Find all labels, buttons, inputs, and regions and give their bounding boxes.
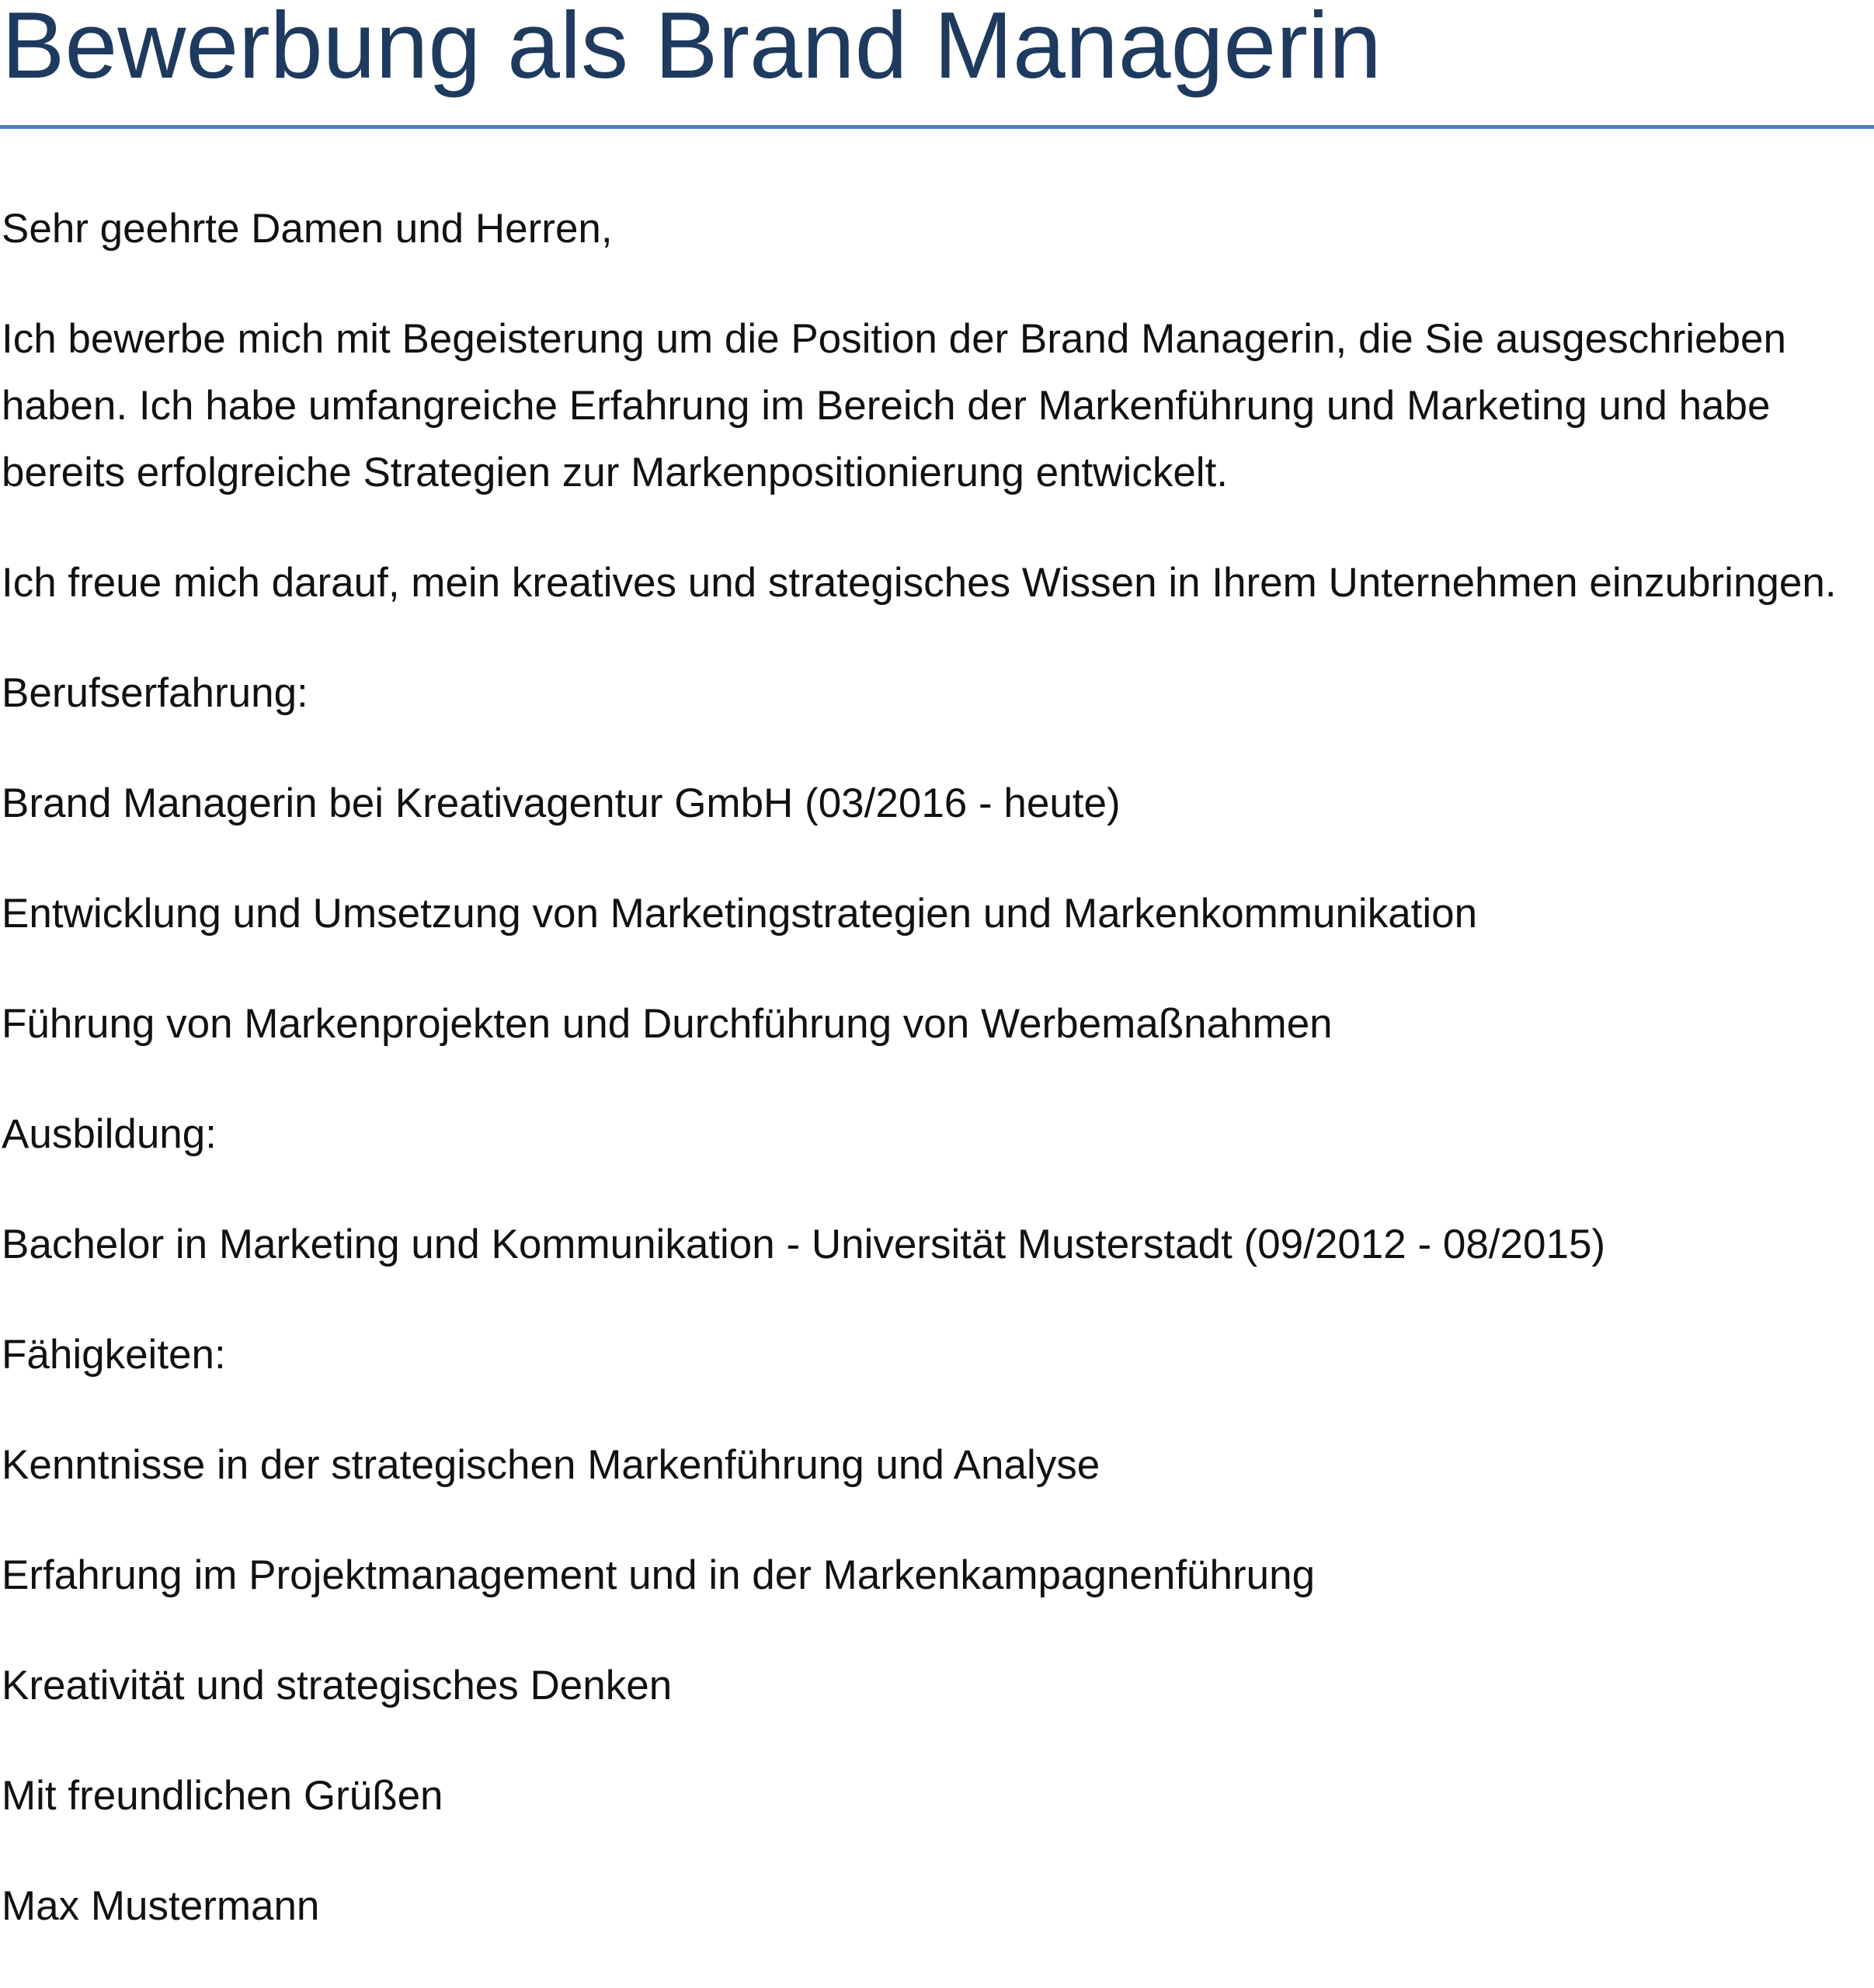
experience-heading: Berufserfahrung:: [2, 670, 308, 716]
signature-name: Max Mustermann: [2, 1883, 320, 1929]
education-heading: Ausbildung:: [2, 1111, 217, 1157]
document-body: [2, 196, 1850, 1983]
skills-heading: Fähigkeiten:: [2, 1332, 226, 1378]
title-underline-divider: [0, 125, 1874, 129]
education-item: Bachelor in Marketing und Kommunikation - Universität Musterstadt (09/2012 - 08/2015): [2, 1222, 1606, 1267]
skill-item: Kenntnisse in der strategischen Markenführung und Analyse: [2, 1442, 1100, 1488]
skill-item: Kreativität und strategisches Denken: [2, 1663, 673, 1708]
closing-phrase: Mit freundlichen Grüßen: [2, 1773, 443, 1819]
document-title: Bewerbung als Brand Managerin: [2, 0, 1382, 98]
experience-item: Führung von Markenprojekten und Durchführung von Werbemaßnahmen: [2, 1001, 1333, 1047]
skill-item: Erfahrung im Projektmanagement und in der Markenkampagnenführung: [2, 1552, 1316, 1598]
experience-item: Brand Managerin bei Kreativagentur GmbH (03/2016 - heute): [2, 780, 1121, 826]
intro-paragraph: Ich bewerbe mich mit Begeisterung um die Position der Brand Managerin, die Sie ausgeschrieben haben. Ich habe umfangreiche Erfahrung im Bereich der Markenführung und Marketing und habe bereits erfolgreiche Strategien zur Markenpositionierung entwickelt.: [2, 316, 1786, 495]
experience-item: Entwicklung und Umsetzung von Marketingstrategien und Markenkommunikation: [2, 891, 1478, 937]
salutation: Sehr geehrte Damen und Herren,: [2, 206, 613, 252]
motivation-paragraph: Ich freue mich darauf, mein kreatives und strategisches Wissen in Ihrem Unternehmen einzubringen.: [2, 560, 1837, 606]
